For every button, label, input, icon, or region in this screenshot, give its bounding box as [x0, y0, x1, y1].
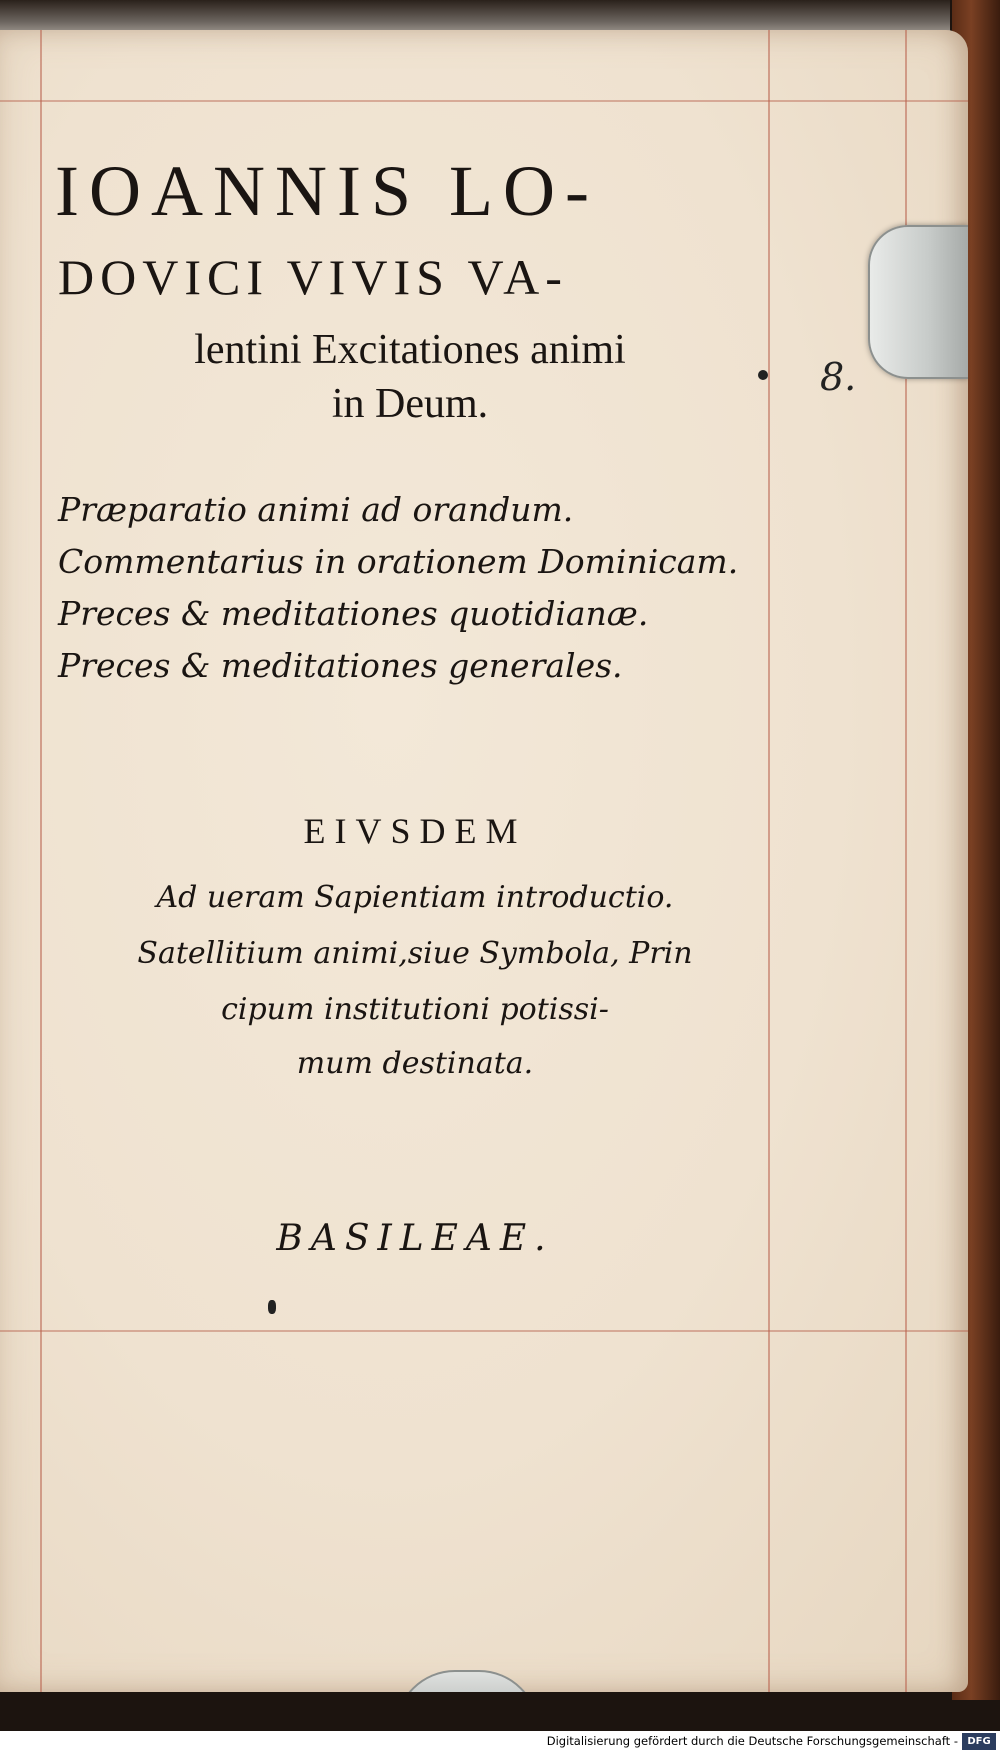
margin-rule-bottom [0, 1330, 968, 1332]
dfg-logo: DFG [962, 1733, 996, 1750]
eiusdem-line-3: cipum institutioni potissi- [221, 992, 609, 1027]
book-page [0, 30, 968, 1692]
handwritten-folio-number: 8. [820, 355, 857, 399]
eiusdem-heading: EIVSDEM [303, 811, 527, 851]
footer-credit: Digitalisierung gefördert durch die Deutsche Forschungsgemeinschaft - [546, 1734, 958, 1748]
eiusdem-line-2: Satellitium animi,siue Symbola, Prin [137, 936, 693, 971]
title-line-4: in Deum. [331, 381, 489, 427]
digitization-footer [0, 1731, 1000, 1753]
contents-item-2: Commentarius in orationem Dominicam. [58, 542, 739, 581]
contents-item-1: Præparatio animi ad orandum. [58, 490, 574, 529]
ink-dot [268, 1300, 276, 1314]
margin-rule-left [40, 30, 42, 1692]
imprint: BASILEAE. [276, 1218, 554, 1259]
title-line-2: DOVICI VIVIS VA- [58, 249, 568, 305]
margin-rule-top [0, 100, 968, 102]
contents-item-4: Preces & meditationes generales. [58, 646, 623, 685]
ink-dot [758, 370, 768, 380]
eiusdem-line-1: Ad ueram Sapientiam introductio. [156, 880, 674, 915]
title-line-1: IOANNIS LO- [55, 151, 599, 231]
glass-weight-bottom [395, 1670, 539, 1692]
contents-item-3: Preces & meditationes quotidianæ. [58, 594, 649, 633]
eiusdem-line-4: mum destinata. [296, 1046, 534, 1081]
glass-weight-right [868, 225, 968, 379]
title-line-3: lentini Excitationes animi [194, 327, 626, 373]
